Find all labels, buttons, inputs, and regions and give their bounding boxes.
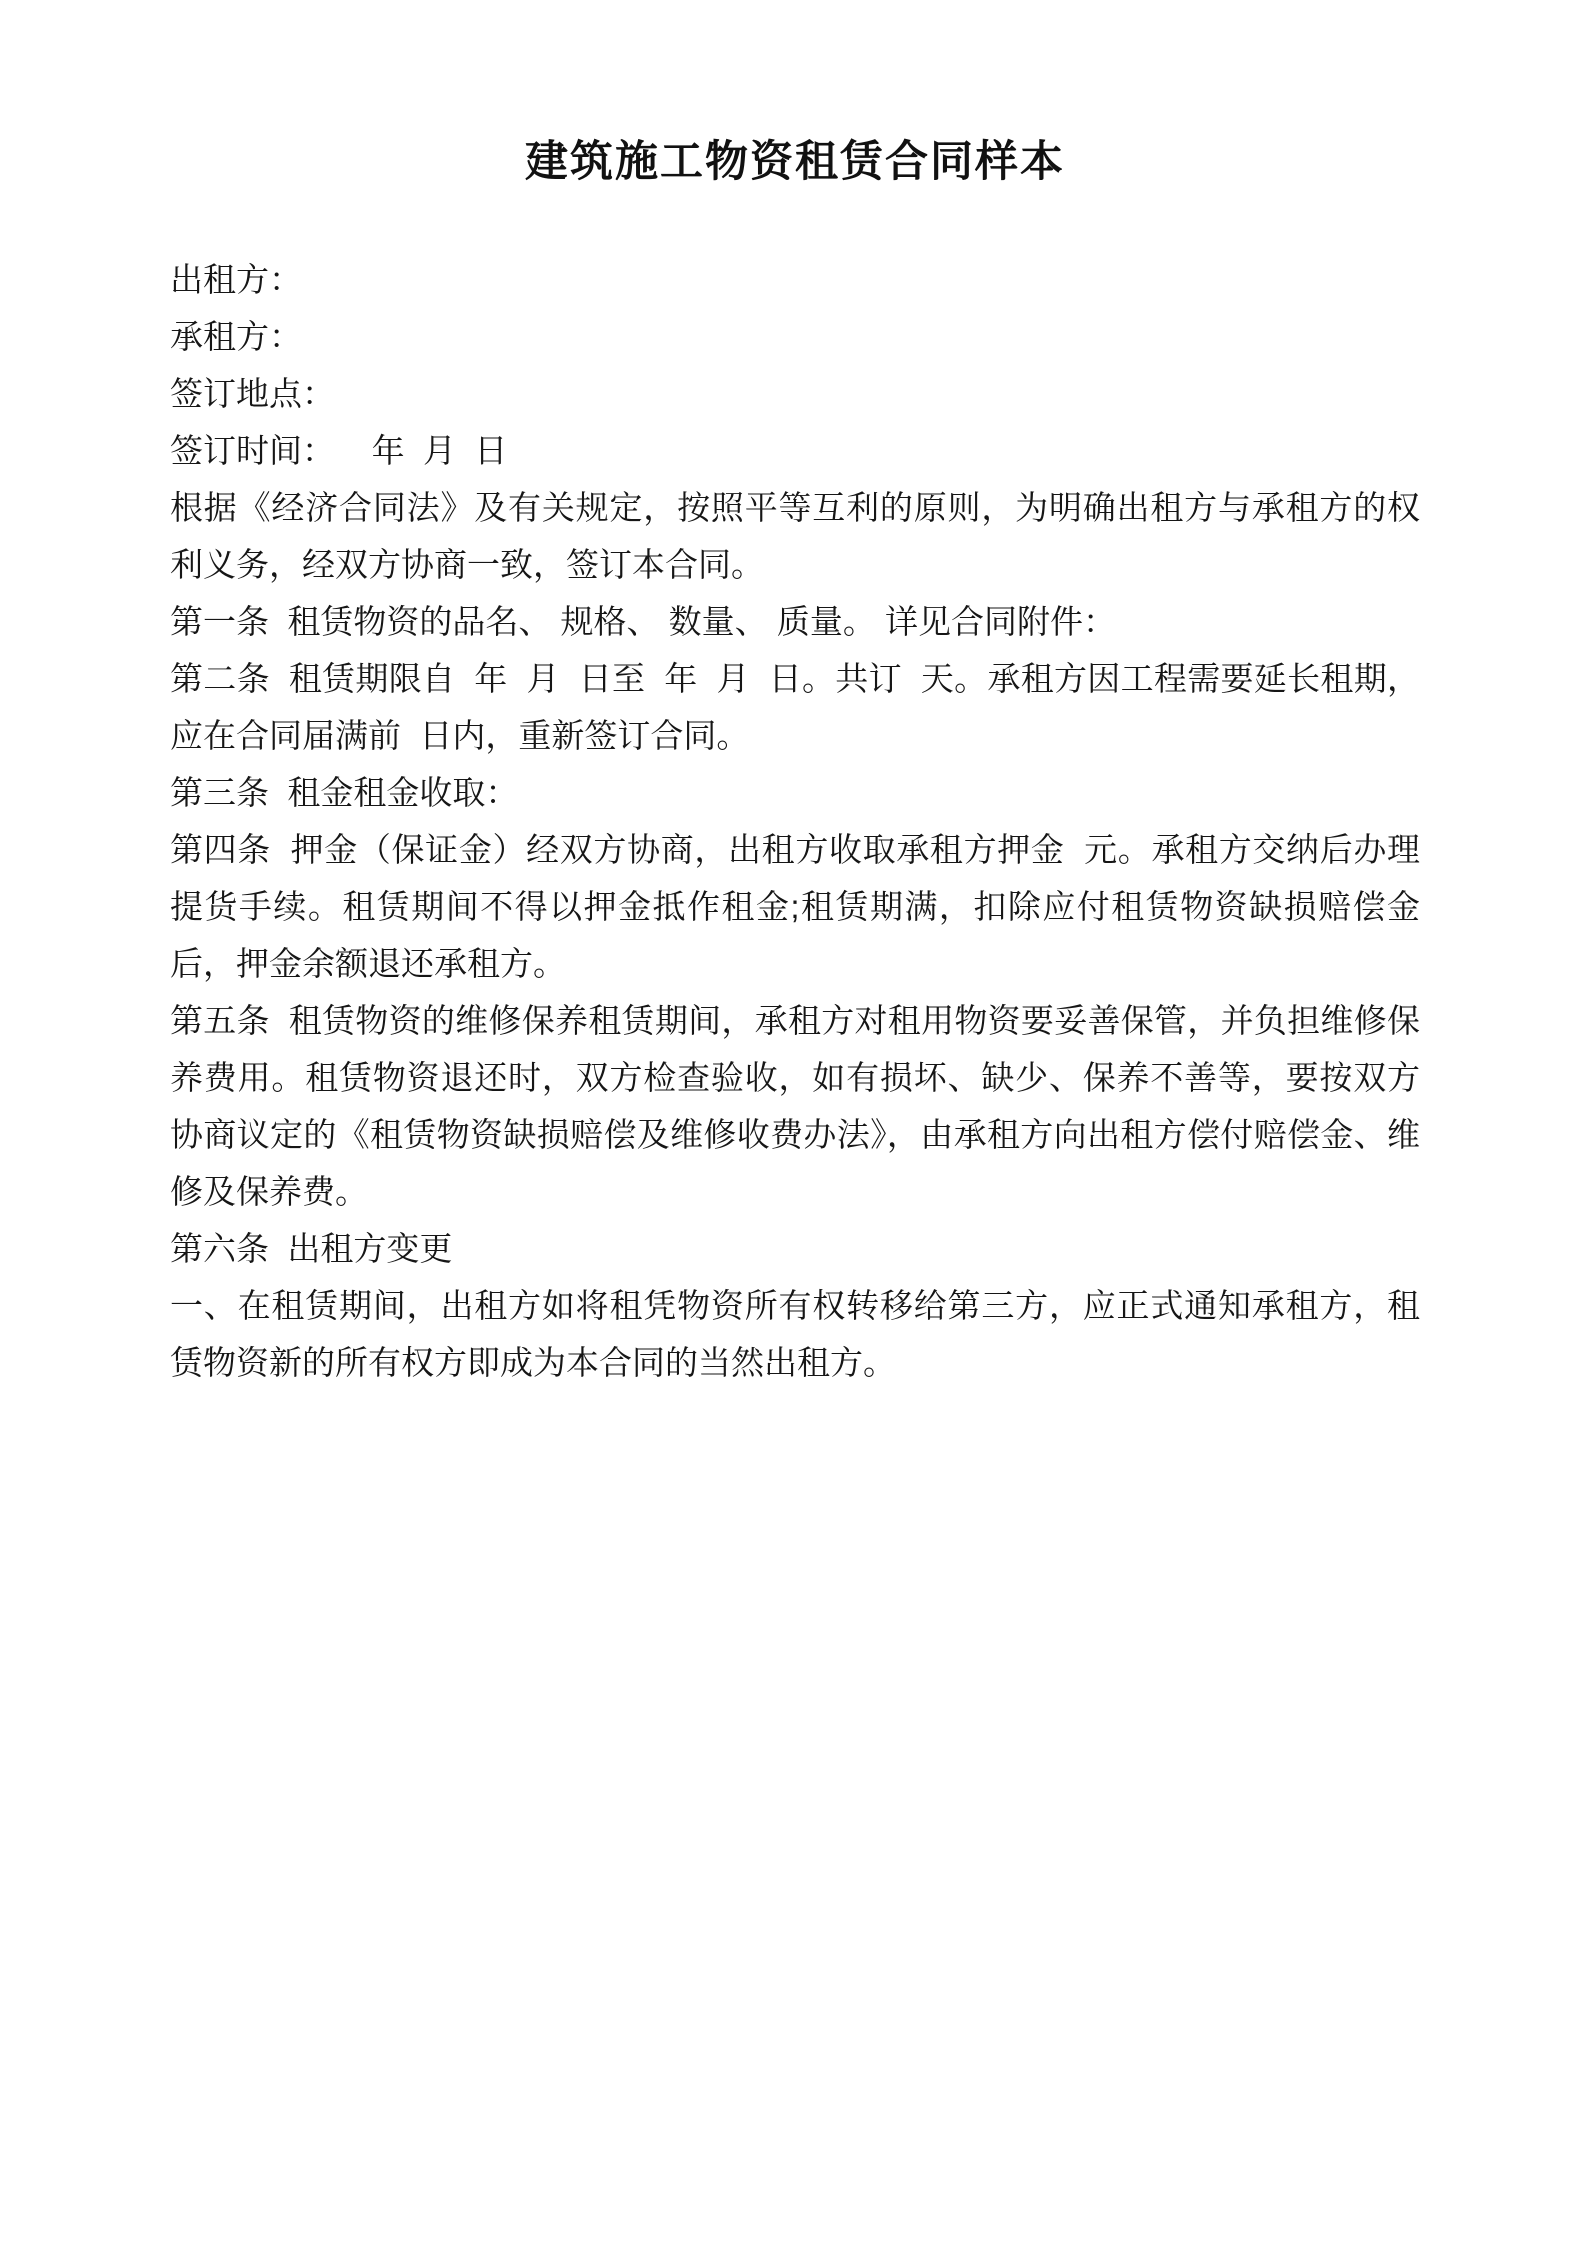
paragraph-article-3: 第三条 租金租金收取： (170, 774, 519, 811)
document-title: 建筑施工物资租赁合同样本 (525, 138, 1065, 186)
paragraph-article-6-item-1: 一、在租赁期间，出租方如将租凭物资所有权转移给第三方，应正式通知承租方，租赁物资新的所有权方即成为本合同的当然出租方。 (170, 1287, 1420, 1381)
paragraph-article-6: 第六条 出租方变更 (170, 1230, 453, 1267)
paragraph-article-5: 第五条 租赁物资的维修保养租赁期间，承租方对租用物资要妥善保管，并负担维修保养费用。租赁物资退还时，双方检查验收，如有损坏、缺少、保养不善等，要按双方协商议定的《租赁物资缺损赔偿及维修收费办法》，由承租方向出租方偿付赔偿金、维修及保养费。 (170, 1002, 1420, 1210)
paragraph-article-2: 第二条 租赁期限自 年 月 日至 年 月 日。共订 天。承租方因工程需要延长租期，应在合同届满前 日内，重新签订合同。 (170, 660, 1420, 754)
paragraph-lessee: 承租方： (170, 318, 302, 355)
paragraph-preamble: 根据《经济合同法》及有关规定，按照平等互利的原则，为明确出租方与承租方的权利义务，经双方协商一致，签订本合同。 (170, 489, 1420, 583)
paragraph-lessor: 出租方： (170, 261, 302, 298)
paragraph-signing-place: 签订地点： (170, 375, 335, 412)
document-body (170, 251, 1420, 1391)
paragraph-article-1: 第一条 租赁物资的品名、 规格、 数量、 质量。 详见合同附件： (170, 603, 1117, 640)
paragraph-article-4: 第四条 押金（保证金）经双方协商，出租方收取承租方押金 元。承租方交纳后办理提货手续。租赁期间不得以押金抵作租金;租赁期满，扣除应付租赁物资缺损赔偿金后，押金余额退还承租方。 (170, 831, 1420, 982)
paragraph-signing-date: 签订时间： 年 月 日 (170, 432, 508, 469)
